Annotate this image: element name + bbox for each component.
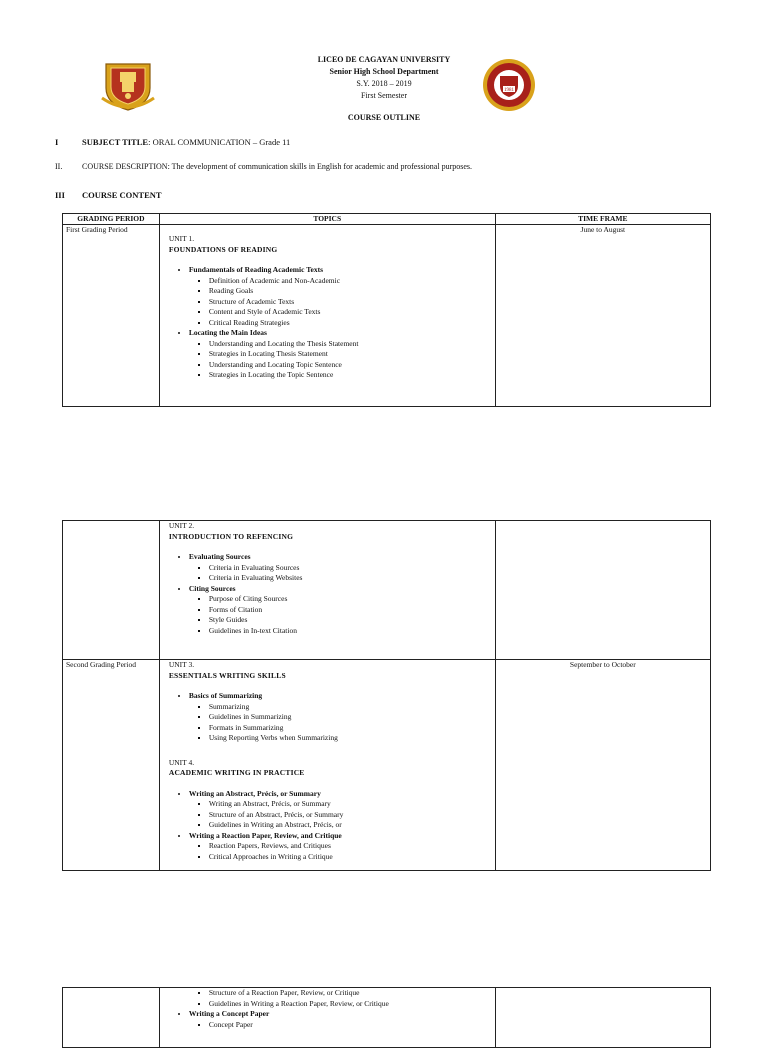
seal-year: 1981 (504, 88, 514, 93)
list-item: ▪ Concept Paper (209, 1020, 492, 1031)
time-frame-cell (495, 988, 710, 1048)
course-content-line (55, 190, 162, 201)
topics-cell (159, 988, 495, 1048)
list-item (189, 584, 492, 637)
list-item (189, 988, 492, 1009)
unit-number: UNIT 4. (168, 757, 195, 767)
topic-label: Locating the Main Ideas (188, 328, 267, 337)
topics-header: TOPICS (159, 214, 495, 225)
list-item: ▪ Strategies in Locating the Topic Sentence (209, 370, 492, 381)
list-item (189, 831, 492, 863)
list-item: ▪ Understanding and Locating Topic Sentence (209, 360, 492, 371)
list-item: ▪ Forms of Citation (209, 605, 492, 616)
list-item: ▪ Guidelines in Writing a Reaction Paper, Review, or Critique (209, 999, 492, 1010)
list-item: ▪ Understanding and Locating the Thesis Statement (209, 339, 492, 350)
unit-title: FOUNDATIONS OF READING (168, 244, 278, 254)
topic-label: Writing an Abstract, Précis, or Summary (188, 788, 321, 798)
course-content-table-continued-2 (62, 987, 711, 1048)
list-item: ▪ Using Reporting Verbs when Summarizing (209, 733, 492, 744)
list-item: ▪ Guidelines in Summarizing (209, 712, 492, 723)
list-item (189, 691, 492, 744)
unit-number: UNIT 1. (168, 234, 195, 243)
topic-label: Basics of Summarizing (188, 691, 263, 700)
section-number: II. (55, 162, 63, 171)
time-frame-cell: September to October (495, 660, 710, 871)
list-item: ▪ Criteria in Evaluating Websites (209, 573, 492, 584)
section-number: III (55, 190, 65, 200)
table-row (63, 225, 711, 407)
list-item: ▪ Content and Style of Academic Texts (209, 307, 492, 318)
table-row (63, 660, 711, 871)
document-title: COURSE OUTLINE (347, 113, 421, 122)
section-number: I (55, 137, 59, 147)
semester: First Semester (361, 91, 407, 100)
time-frame-cell (495, 521, 710, 660)
list-item: ▪ Reaction Papers, Reviews, and Critiques (209, 841, 492, 852)
unit-number: UNIT 3. (168, 660, 195, 669)
university-name: LICEO DE CAGAYAN UNIVERSITY (317, 55, 451, 64)
unit-title: ACADEMIC WRITING IN PRACTICE (168, 768, 305, 777)
grading-period-cell (63, 988, 160, 1048)
topic-label: Writing a Concept Paper (188, 1009, 270, 1018)
list-item (189, 328, 492, 381)
grading-period-header: GRADING PERIOD (63, 214, 160, 225)
list-item (189, 1009, 492, 1030)
list-item: ▪ Guidelines in In-text Citation (209, 626, 492, 637)
table-row (63, 988, 711, 1048)
course-description-label: COURSE DESCRIPTION: (82, 162, 170, 171)
list-item: ▪ Structure of a Reaction Paper, Review, or Critique (209, 988, 492, 999)
list-item (189, 265, 492, 328)
list-item: ▪ Summarizing (209, 702, 492, 713)
table-row (63, 521, 711, 660)
table-header-row (63, 214, 711, 225)
unit-number: UNIT 2. (168, 521, 195, 530)
grading-period-cell: First Grading Period (63, 225, 160, 407)
list-item: ▪ Style Guides (209, 615, 492, 626)
course-description-value: The development of communication skills in English for academic and professional purposes. (169, 162, 473, 171)
list-item: ▪ Guidelines in Writing an Abstract, Précis, or (209, 820, 492, 831)
topic-label: Writing a Reaction Paper, Review, and Critique (188, 830, 342, 840)
course-content-table (62, 213, 711, 407)
time-frame-cell: June to August (495, 225, 710, 407)
topic-label: Citing Sources (188, 583, 236, 593)
course-content-table-continued (62, 520, 711, 871)
topic-label: Fundamentals of Reading Academic Texts (188, 265, 324, 274)
list-item: ▪ Formats in Summarizing (209, 723, 492, 734)
subject-title-label: SUBJECT TITLE (82, 137, 149, 147)
department-name: Senior High School Department (329, 67, 439, 76)
list-item: ▪ Critical Reading Strategies (209, 318, 492, 329)
list-item: ▪ Criteria in Evaluating Sources (209, 563, 492, 574)
topics-cell (159, 660, 495, 871)
grading-period-cell (63, 521, 160, 660)
unit-title: ESSENTIALS WRITING SKILLS (168, 670, 286, 680)
subject-title-line (55, 137, 290, 148)
grading-period-cell: Second Grading Period (63, 660, 160, 871)
list-item: ▪ Reading Goals (209, 286, 492, 297)
topics-cell (159, 225, 495, 407)
list-item (189, 789, 492, 831)
subject-title-value: : ORAL COMMUNICATION – Grade 11 (148, 137, 291, 147)
topics-cell (159, 521, 495, 660)
list-item (189, 552, 492, 584)
unit-title: INTRODUCTION TO REFENCING (168, 531, 294, 541)
school-year: S.Y. 2018 – 2019 (356, 79, 412, 88)
list-item: ▪ Definition of Academic and Non-Academic (209, 276, 492, 287)
list-item: ▪ Critical Approaches in Writing a Critique (209, 852, 492, 863)
list-item: ▪ Structure of Academic Texts (209, 297, 492, 308)
list-item: ▪ Structure of an Abstract, Précis, or Summary (209, 810, 492, 821)
time-frame-header: TIME FRAME (495, 214, 710, 225)
list-item: ▪ Purpose of Citing Sources (209, 594, 492, 605)
topic-label: Evaluating Sources (188, 552, 251, 561)
list-item: ▪ Writing an Abstract, Précis, or Summary (209, 799, 492, 810)
course-description-line (55, 161, 472, 172)
list-item: ▪ Strategies in Locating Thesis Statement (209, 349, 492, 360)
course-content-label: COURSE CONTENT (82, 190, 162, 200)
